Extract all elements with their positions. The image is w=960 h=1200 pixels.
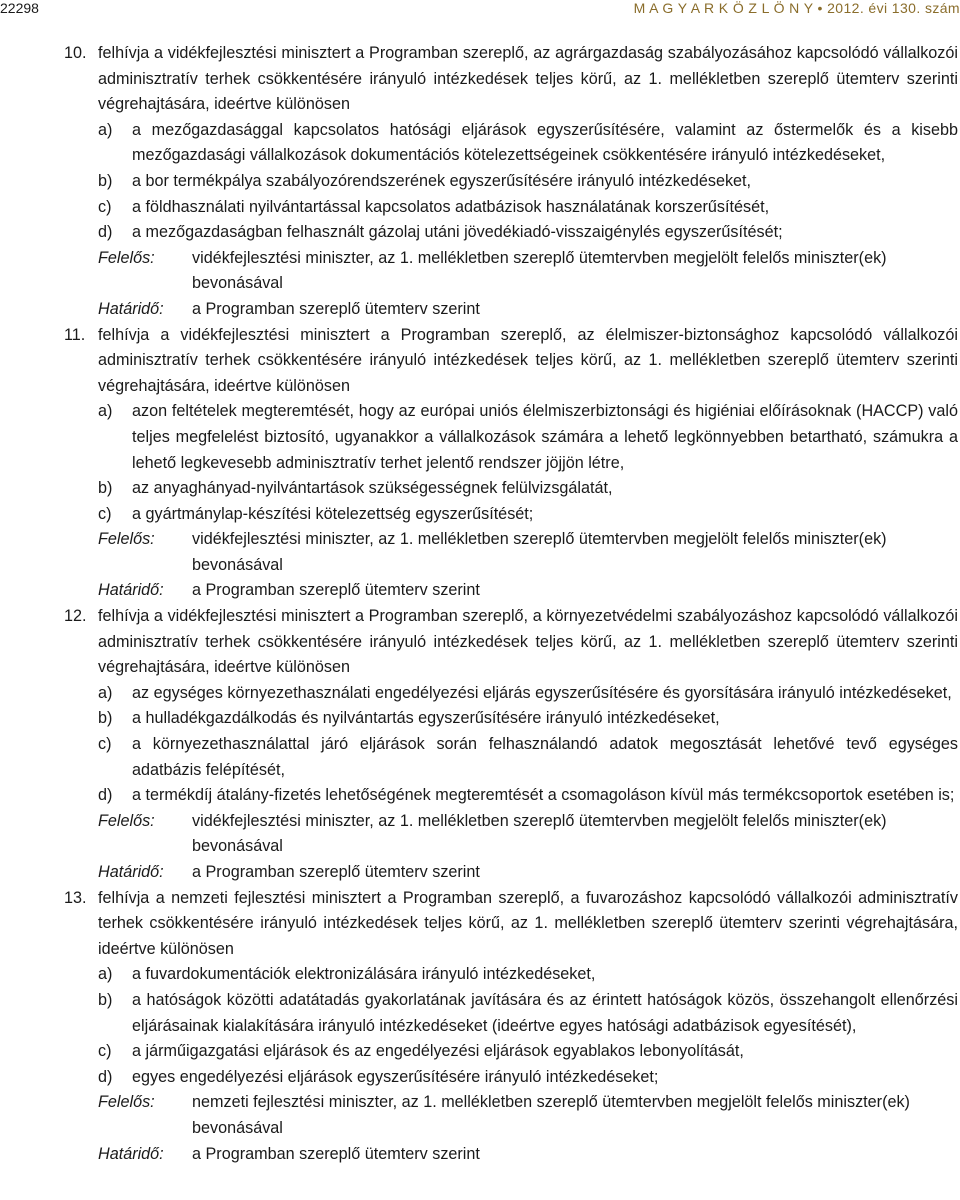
subitem-letter: c) [98, 197, 112, 216]
subitem-letter: b) [98, 709, 113, 728]
deadline-row [98, 1142, 958, 1168]
responsible-label: Felelős: [98, 248, 155, 267]
item-text: felhívja a vidékfejlesztési minisztert a Programban szereplő, az agrárgazdaság szabályozásához kapcsolódó vállalkozói adminisztratív terhek csökkentésére irányuló intézkedések teljes körű, az 1. mellékletben szereplő ütemterv szerinti végrehajtására, ideértve különösen [98, 44, 958, 114]
deadline-label: Határidő: [98, 299, 164, 318]
deadline-label: Határidő: [98, 581, 164, 600]
subitem-letter: d) [98, 786, 113, 805]
subitem-text: az egységes környezethasználati engedélyezési eljárás egyszerűsítésére és gyorsítására irányuló intézkedéseket, [132, 683, 952, 702]
numbered-item [64, 886, 958, 1168]
subitem-text: a mezőgazdasággal kapcsolatos hatósági eljárások egyszerűsítésére, valamint az őstermelők és a kisebb mezőgazdasági vállalkozások dokumentációs kötelezettségeinek csökkentésére irányuló intézkedéseket, [132, 120, 958, 165]
deadline-label: Határidő: [98, 1144, 164, 1163]
item-text: felhívja a nemzeti fejlesztési minisztert a Programban szereplő, a fuvarozáshoz kapcsolódó vállalkozói adminisztratív terhek csökkentésére irányuló intézkedések teljes körű, az 1. mellékletben szereplő ütemterv szerinti végrehajtására, ideértve különösen [98, 888, 958, 958]
item-number: 12. [64, 607, 87, 626]
subitem-text: a hatóságok közötti adatátadás gyakorlatának javítására és az érintett hatóságok közös, összehangolt ellenőrzési eljárásainak kialakítására irányuló intézkedéseket (ideértve egyes hatósági adatbázisok egyesítését), [132, 990, 958, 1035]
deadline-value: a Programban szereplő ütemterv szerint [192, 863, 480, 881]
subitem-text: egyes engedélyezési eljárások egyszerűsítésére irányuló intézkedéseket; [132, 1067, 659, 1086]
subitem-letter: d) [98, 223, 113, 242]
deadline-row [98, 860, 958, 886]
responsible-value: vidékfejlesztési miniszter, az 1. mellékletben szereplő ütemtervben megjelölt felelős miniszter(ek) bevonásával [192, 248, 887, 293]
numbered-item [64, 604, 958, 886]
subitem [98, 195, 958, 221]
subitem-letter: a) [98, 120, 113, 139]
running-head: M A G Y A R K Ö Z L Ö N Y • 2012. évi 130. szám [633, 0, 960, 16]
subitem [98, 476, 958, 502]
responsible-row [98, 1090, 958, 1141]
subitem-text: azon feltételek megteremtését, hogy az európai uniós élelmiszerbiztonsági és higiéniai előírásoknak (HACCP) való teljes megfelelést biztosító, ugyanakkor a vállalkozások számára a lehető legkönnyebben betartható, számukra a lehető legkevesebb adminisztratív terhet jelentő rendszer jöjjön létre, [132, 402, 958, 472]
page-number: 22298 [0, 0, 39, 16]
responsible-label: Felelős: [98, 530, 155, 549]
subitem-letter: c) [98, 1042, 112, 1061]
subitem-letter: b) [98, 990, 113, 1009]
subitem-letter: b) [98, 171, 113, 190]
subitem-text: a járműigazgatási eljárások és az engedélyezési eljárások egyablakos lebonyolítását, [132, 1042, 744, 1061]
subitem [98, 118, 958, 169]
subitem-letter: a) [98, 683, 113, 702]
numbered-item [64, 323, 958, 605]
responsible-value: nemzeti fejlesztési miniszter, az 1. mellékletben szereplő ütemtervben megjelölt felelős miniszter(ek) bevonásával [192, 1093, 910, 1137]
responsible-row [98, 809, 958, 860]
subitem-text: a mezőgazdaságban felhasznált gázolaj utáni jövedékiadó-visszaigénylés egyszerűsítését; [132, 223, 783, 242]
item-number: 13. [64, 888, 87, 907]
subitem [98, 399, 958, 476]
subitem-letter: a) [98, 965, 113, 984]
responsible-row [98, 246, 958, 297]
subitem [98, 220, 958, 246]
item-text: felhívja a vidékfejlesztési minisztert a Programban szereplő, az élelmiszer-biztonsághoz kapcsolódó vállalkozói adminisztratív terhek csökkentésére irányuló intézkedések teljes körű, az 1. mellékletben szereplő ütemterv szerinti végrehajtására, ideértve különösen [98, 325, 958, 395]
subitem [98, 706, 958, 732]
subitem-text: a gyártmánylap-készítési kötelezettség egyszerűsítését; [132, 504, 534, 523]
item-text: felhívja a vidékfejlesztési minisztert a Programban szereplő, a környezetvédelmi szabályozáshoz kapcsolódó vállalkozói adminisztratív terhek csökkentésére irányuló intézkedések teljes körű, az 1. mellékletben szereplő ütemterv szerinti végrehajtására, ideértve különösen [98, 607, 958, 677]
item-number: 11. [64, 325, 86, 344]
item-number: 10. [64, 44, 87, 62]
subitem-letter: c) [98, 504, 112, 523]
deadline-label: Határidő: [98, 863, 164, 881]
subitem-text: a termékdíj átalány-fizetés lehetőségének megteremtését a csomagoláson kívül más termékcsoportok esetében is; [132, 786, 955, 805]
subitem-letter: a) [98, 402, 113, 421]
subitem-text: a bor termékpálya szabályozórendszerének egyszerűsítésére irányuló intézkedéseket, [132, 171, 752, 190]
subitem [98, 169, 958, 195]
responsible-label: Felelős: [98, 811, 155, 830]
deadline-value: a Programban szereplő ütemterv szerint [192, 299, 480, 318]
responsible-row [98, 527, 958, 578]
subitem-text: a környezethasználattal járó eljárások során felhasználandó adatok megosztását lehetővé tevő egységes adatbázis felépítését, [132, 735, 958, 779]
responsible-value: vidékfejlesztési miniszter, az 1. mellékletben szereplő ütemtervben megjelölt felelős miniszter(ek) bevonásával [192, 530, 887, 574]
subitem-letter: b) [98, 479, 113, 498]
subitem-text: a földhasználati nyilvántartással kapcsolatos adatbázisok használatának korszerűsítését, [132, 197, 770, 216]
subitem [98, 732, 958, 783]
subitem [98, 962, 958, 988]
subitem-text: az anyaghányad-nyilvántartások szükségességnek felülvizsgálatát, [132, 479, 613, 498]
document-body [64, 41, 958, 1167]
subitem [98, 502, 958, 528]
responsible-value: vidékfejlesztési miniszter, az 1. mellékletben szereplő ütemtervben megjelölt felelős miniszter(ek) bevonásával [192, 811, 887, 856]
responsible-label: Felelős: [98, 1093, 155, 1112]
subitem [98, 681, 958, 707]
subitem [98, 988, 958, 1039]
subitem [98, 783, 958, 809]
subitem-letter: c) [98, 735, 112, 754]
deadline-value: a Programban szereplő ütemterv szerint [192, 581, 480, 600]
subitem-text: a fuvardokumentációk elektronizálására irányuló intézkedéseket, [132, 965, 596, 984]
deadline-value: a Programban szereplő ütemterv szerint [192, 1144, 480, 1163]
subitem-text: a hulladékgazdálkodás és nyilvántartás egyszerűsítésére irányuló intézkedéseket, [132, 709, 720, 728]
subitem [98, 1039, 958, 1065]
deadline-row [98, 578, 958, 604]
subitem [98, 1065, 958, 1091]
deadline-row [98, 297, 958, 323]
subitem-letter: d) [98, 1067, 113, 1086]
numbered-item [64, 41, 958, 323]
